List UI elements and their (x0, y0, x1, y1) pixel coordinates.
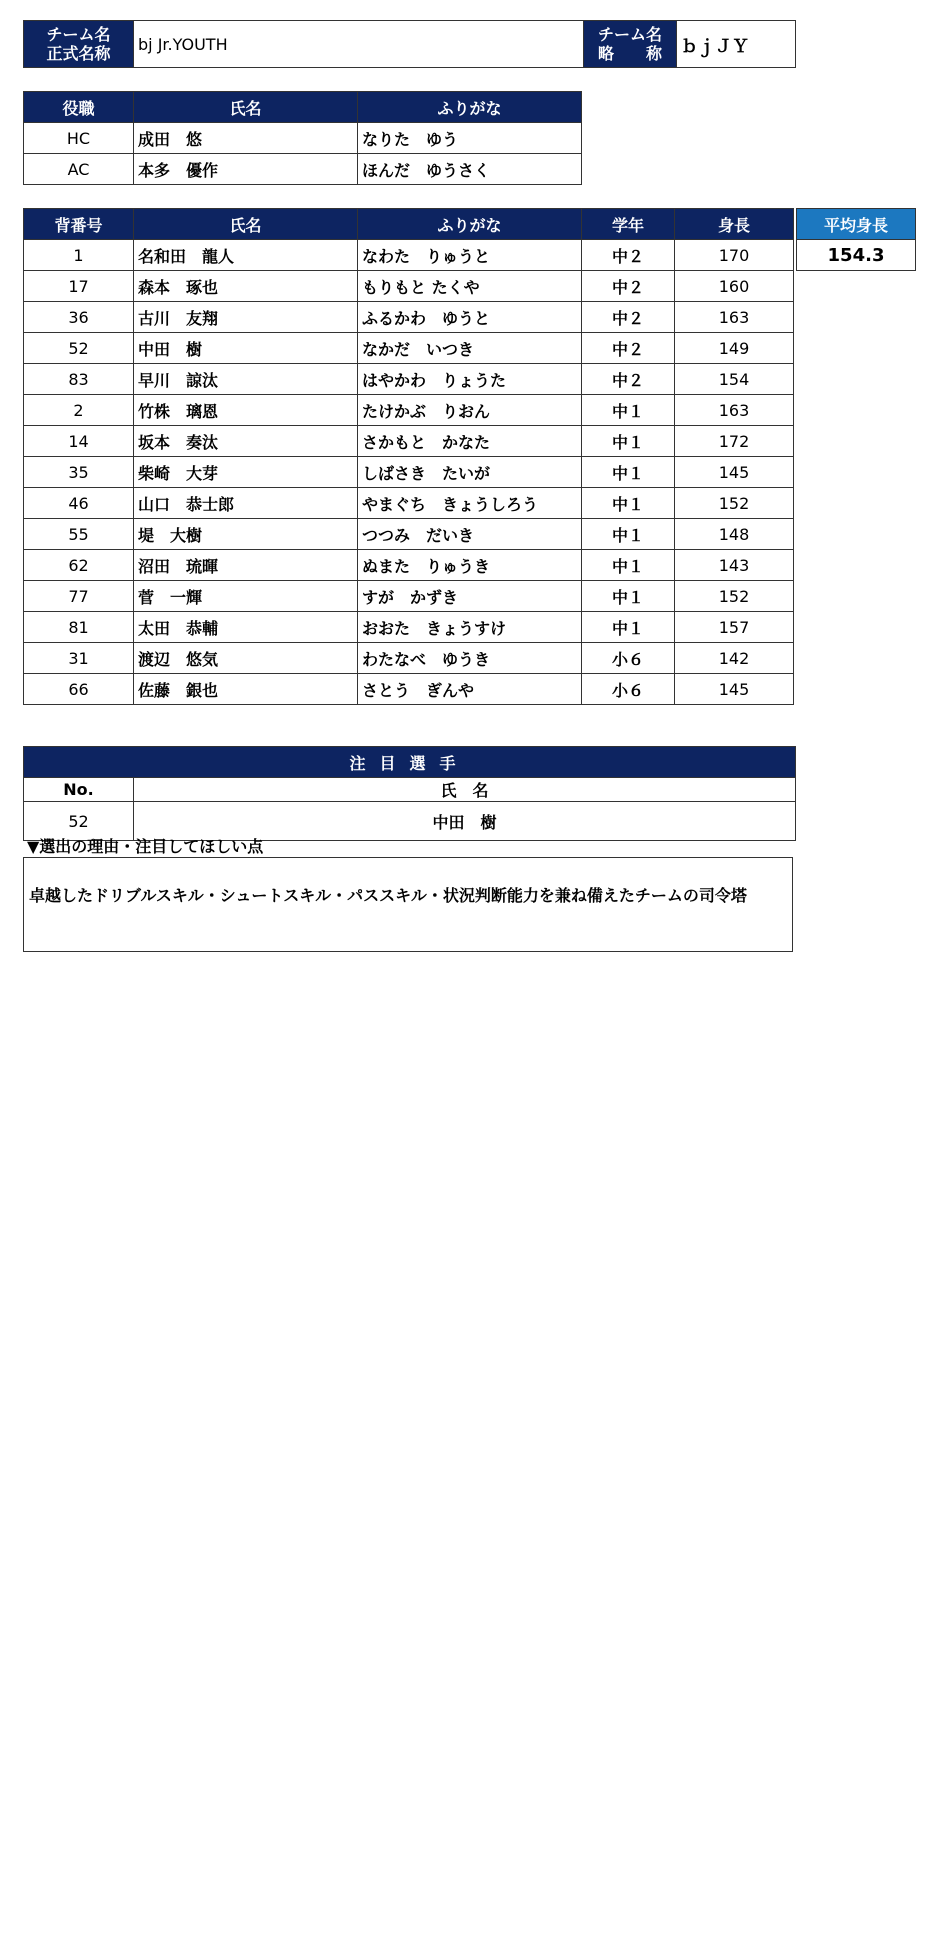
staff-name: 本多 優作 (134, 154, 358, 185)
player-row (24, 271, 794, 302)
staff-header-kana: ふりがな (358, 92, 582, 123)
player-row (24, 426, 794, 457)
player-number: 66 (24, 674, 134, 705)
short-name-label-line2: 略 称 (597, 44, 662, 63)
staff-role: HC (24, 123, 134, 154)
player-kana: つつみ だいき (358, 519, 582, 550)
player-number: 17 (24, 271, 134, 302)
focus-name-value: 中田 樹 (134, 802, 796, 841)
player-grade: 中１ (582, 426, 675, 457)
player-row (24, 457, 794, 488)
player-row (24, 643, 794, 674)
player-grade: 中１ (582, 488, 675, 519)
player-height: 157 (675, 612, 794, 643)
player-height: 163 (675, 302, 794, 333)
player-row (24, 612, 794, 643)
focus-no-value: 52 (24, 802, 134, 841)
player-kana: しばさき たいが (358, 457, 582, 488)
player-number: 81 (24, 612, 134, 643)
official-name-value: bj Jr.YOUTH (134, 21, 584, 68)
player-height: 148 (675, 519, 794, 550)
player-grade: 中２ (582, 364, 675, 395)
player-height: 143 (675, 550, 794, 581)
player-kana: たけかぶ りおん (358, 395, 582, 426)
player-number: 35 (24, 457, 134, 488)
average-height-value: 154.3 (797, 240, 916, 271)
player-height: 145 (675, 457, 794, 488)
player-row (24, 674, 794, 705)
player-row (24, 550, 794, 581)
player-number: 83 (24, 364, 134, 395)
player-grade: 中１ (582, 519, 675, 550)
staff-header-name: 氏名 (134, 92, 358, 123)
player-row (24, 488, 794, 519)
player-name: 坂本 奏汰 (134, 426, 358, 457)
player-kana: さかもと かなた (358, 426, 582, 457)
player-height: 149 (675, 333, 794, 364)
player-name: 柴崎 大芽 (134, 457, 358, 488)
player-height: 172 (675, 426, 794, 457)
player-height: 160 (675, 271, 794, 302)
focus-no-label: No. (24, 778, 134, 802)
player-number: 2 (24, 395, 134, 426)
player-name: 竹株 璃恩 (134, 395, 358, 426)
player-kana: すが かずき (358, 581, 582, 612)
player-name: 菅 一輝 (134, 581, 358, 612)
reason-box (23, 857, 793, 952)
average-height-table (796, 208, 916, 271)
player-grade: 中２ (582, 240, 675, 271)
short-name-label-line1: チーム名 (597, 25, 662, 44)
players-header-height: 身長 (675, 209, 794, 240)
player-name: 佐藤 銀也 (134, 674, 358, 705)
official-name-label-line1: チーム名 (46, 25, 111, 44)
player-number: 55 (24, 519, 134, 550)
staff-row (24, 154, 582, 185)
staff-kana: ほんだ ゆうさく (358, 154, 582, 185)
player-kana: もりもと たくや (358, 271, 582, 302)
player-kana: なかだ いつき (358, 333, 582, 364)
player-kana: やまぐち きょうしろう (358, 488, 582, 519)
focus-player-title: 注目選手 (24, 747, 796, 778)
player-row (24, 519, 794, 550)
staff-header-row (24, 92, 582, 123)
player-row (24, 302, 794, 333)
player-name: 渡辺 悠気 (134, 643, 358, 674)
staff-header-role: 役職 (24, 92, 134, 123)
player-kana: はやかわ りょうた (358, 364, 582, 395)
player-name: 名和田 龍人 (134, 240, 358, 271)
official-name-label (24, 21, 134, 68)
player-height: 142 (675, 643, 794, 674)
player-name: 古川 友翔 (134, 302, 358, 333)
player-kana: ふるかわ ゆうと (358, 302, 582, 333)
team-name-table (23, 20, 796, 68)
player-kana: おおた きょうすけ (358, 612, 582, 643)
staff-kana: なりた ゆう (358, 123, 582, 154)
player-grade: 小６ (582, 674, 675, 705)
player-kana: ぬまた りゅうき (358, 550, 582, 581)
player-grade: 中１ (582, 395, 675, 426)
player-kana: わたなべ ゆうき (358, 643, 582, 674)
player-number: 46 (24, 488, 134, 519)
focus-player-table (23, 746, 796, 841)
player-name: 堤 大樹 (134, 519, 358, 550)
player-height: 145 (675, 674, 794, 705)
player-kana: なわた りゅうと (358, 240, 582, 271)
short-name-value: ｂｊＪＹ (677, 21, 796, 68)
player-number: 52 (24, 333, 134, 364)
focus-name-label: 氏 名 (134, 778, 796, 802)
official-name-label-line2: 正式名称 (46, 44, 111, 63)
players-header-name: 氏名 (134, 209, 358, 240)
player-row (24, 333, 794, 364)
players-header-row (24, 209, 794, 240)
staff-name: 成田 悠 (134, 123, 358, 154)
player-grade: 中２ (582, 333, 675, 364)
players-header-number: 背番号 (24, 209, 134, 240)
player-grade: 中１ (582, 550, 675, 581)
player-number: 62 (24, 550, 134, 581)
player-grade: 小６ (582, 643, 675, 674)
player-height: 163 (675, 395, 794, 426)
short-name-label (584, 21, 677, 68)
player-height: 152 (675, 488, 794, 519)
player-number: 36 (24, 302, 134, 333)
player-grade: 中２ (582, 271, 675, 302)
player-name: 中田 樹 (134, 333, 358, 364)
staff-role: AC (24, 154, 134, 185)
player-height: 154 (675, 364, 794, 395)
player-row (24, 395, 794, 426)
player-row (24, 364, 794, 395)
player-row (24, 581, 794, 612)
players-header-kana: ふりがな (358, 209, 582, 240)
player-row (24, 240, 794, 271)
staff-table (23, 91, 582, 185)
player-name: 沼田 琉暉 (134, 550, 358, 581)
player-grade: 中１ (582, 612, 675, 643)
reason-label: ▼選出の理由・注目してほしい点 (27, 837, 264, 856)
players-table (23, 208, 794, 705)
player-name: 森本 琢也 (134, 271, 358, 302)
player-grade: 中１ (582, 457, 675, 488)
player-number: 14 (24, 426, 134, 457)
player-name: 山口 恭士郎 (134, 488, 358, 519)
player-height: 152 (675, 581, 794, 612)
player-grade: 中１ (582, 581, 675, 612)
player-name: 早川 諒汰 (134, 364, 358, 395)
player-grade: 中２ (582, 302, 675, 333)
player-name: 太田 恭輔 (134, 612, 358, 643)
player-kana: さとう ぎんや (358, 674, 582, 705)
players-header-grade: 学年 (582, 209, 675, 240)
player-number: 31 (24, 643, 134, 674)
player-number: 77 (24, 581, 134, 612)
staff-row (24, 123, 582, 154)
player-height: 170 (675, 240, 794, 271)
reason-text: 卓越したドリブルスキル・シュートスキル・パススキル・状況判断能力を兼ね備えたチームの司令塔 (29, 886, 747, 905)
player-number: 1 (24, 240, 134, 271)
average-height-label: 平均身長 (797, 209, 916, 240)
